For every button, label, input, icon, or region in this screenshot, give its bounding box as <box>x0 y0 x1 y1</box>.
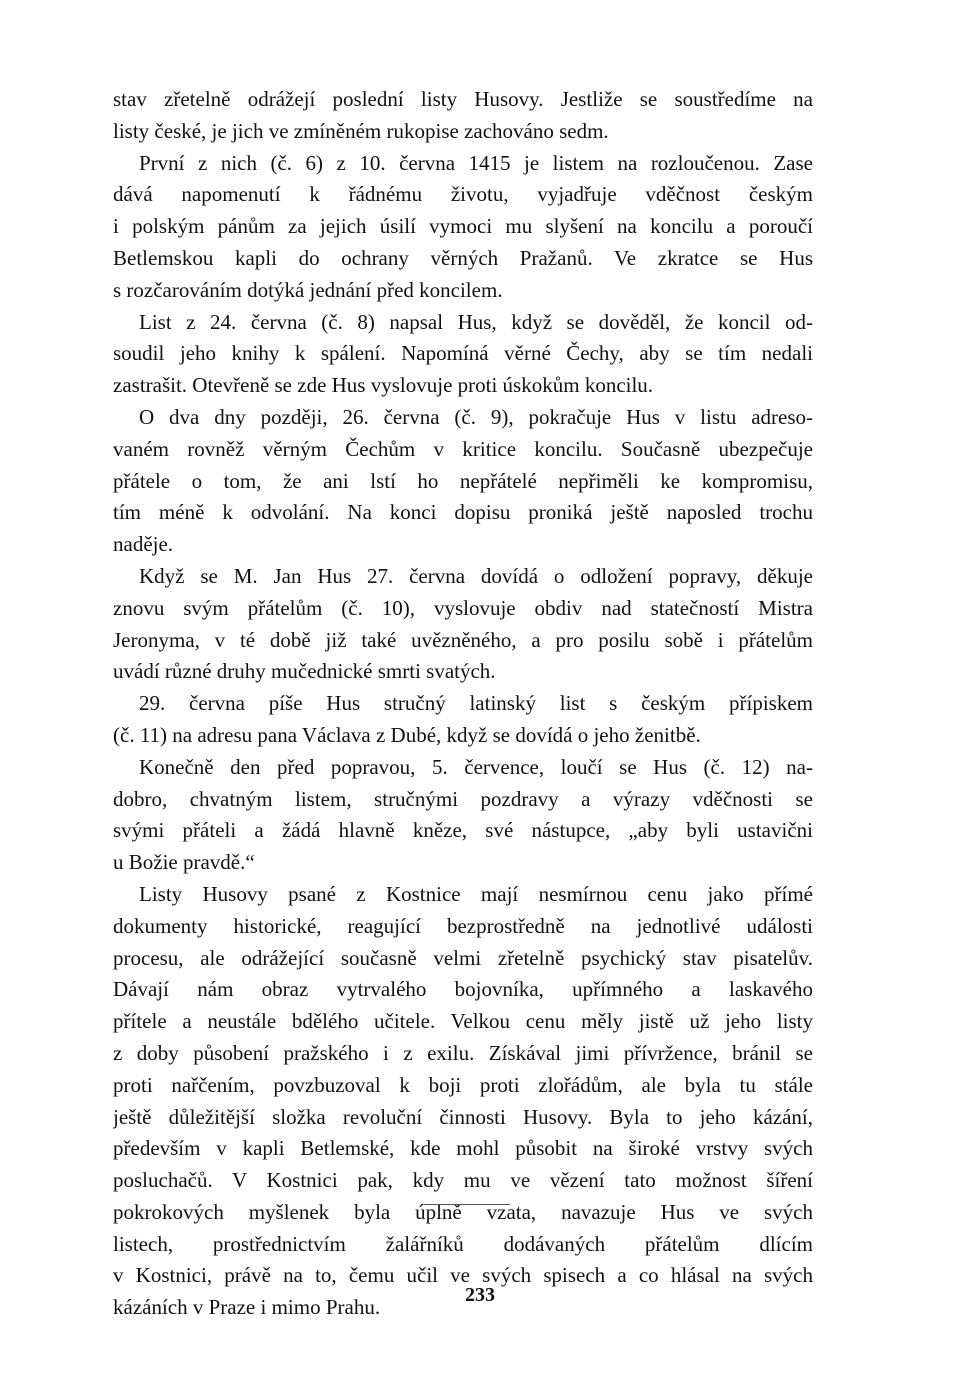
paragraph <box>113 148 813 307</box>
paragraph <box>113 561 813 688</box>
text-line: zastrašit. Otevřeně se zde Hus vyslovuje proti úskokům koncilu. <box>113 373 654 398</box>
text-line: List z 24. června (č. 8) napsal Hus, když se dověděl, že koncil od- <box>139 309 813 334</box>
text-line: znovu svým přátelům (č. 10), vyslovuje obdiv nad statečností Mistra <box>113 595 813 620</box>
text-line: v Kostnici, právě na to, čemu učil ve svých spisech a co hlásal na svých <box>113 1263 813 1288</box>
paragraph <box>113 879 813 1324</box>
text-line: 29. června píše Hus stručný latinský list s českým přípiskem <box>139 691 813 716</box>
text-line: (č. 11) na adresu pana Václava z Dubé, když se dovídá o jeho ženitbě. <box>113 722 701 747</box>
text-line: pokrokových myšlenek byla úplně vzata, navazuje Hus ve svých <box>113 1199 813 1224</box>
text-line: vaném rovněž věrným Čechům v kritice koncilu. Současně ubezpečuje <box>113 436 813 461</box>
section-divider <box>424 1204 510 1205</box>
text-line: ještě důležitější složka revoluční činnosti Husovy. Byla to jeho kázání, <box>113 1104 813 1129</box>
text-line: listech, prostřednictvím žalářníků dodávaných přátelům dlícím <box>113 1231 813 1256</box>
body-text <box>113 84 813 1324</box>
text-line: naděje. <box>113 532 174 557</box>
text-line: především v kapli Betlemské, kde mohl působit na široké vrstvy svých <box>113 1136 813 1161</box>
text-line: Dávají nám obraz vytrvalého bojovníka, upřímného a laskavého <box>113 977 813 1002</box>
text-line: u Božie pravdě.“ <box>113 850 255 875</box>
text-line: s rozčarováním dotýká jednání před koncilem. <box>113 277 503 302</box>
text-line: svými přáteli a žádá hlavně kněze, své nástupce, „aby byli ustavični <box>113 818 813 843</box>
paragraph <box>113 752 813 879</box>
text-line: posluchačů. V Kostnici pak, kdy mu ve vězení tato možnost šíření <box>113 1168 813 1193</box>
text-line: stav zřetelně odrážejí poslední listy Husovy. Jestliže se soustředíme na <box>113 87 813 111</box>
text-line: z doby působení pražského i z exilu. Získával jimi přívržence, bránil se <box>113 1040 813 1065</box>
text-line: Listy Husovy psané z Kostnice mají nesmírnou cenu jako přímé <box>139 881 813 906</box>
text-line: uvádí různé druhy mučednické smrti svatých. <box>113 659 496 684</box>
text-line: procesu, ale odrážející současně velmi zřetelně psychický stav pisatelův. <box>113 945 813 970</box>
text-line: tím méně k odvolání. Na konci dopisu proniká ještě naposled trochu <box>113 500 813 525</box>
text-line: dobro, chvatným listem, stručnými pozdravy a výrazy vděčnosti se <box>113 786 813 811</box>
text-line: přítele a neustále bdělého učitele. Velkou cenu měly jistě už jeho listy <box>113 1009 813 1034</box>
text-line: Konečně den před popravou, 5. července, loučí se Hus (č. 12) na- <box>139 754 813 779</box>
text-line: První z nich (č. 6) z 10. června 1415 je listem na rozloučenou. Zase <box>139 150 813 175</box>
paragraph <box>113 688 813 752</box>
text-line: kázáních v Praze i mimo Prahu. <box>113 1295 381 1320</box>
text-line: listy české, je jich ve zmíněném rukopise zachováno sedm. <box>113 118 609 143</box>
text-line: proti nařčením, povzbuzoval k boji proti zlořádům, ale byla tu stále <box>113 1072 813 1097</box>
text-line: O dva dny později, 26. června (č. 9), pokračuje Hus v listu adreso- <box>139 404 813 429</box>
text-line: dává napomenutí k řádnému životu, vyjadřuje vděčnost českým <box>113 182 813 207</box>
text-line: dokumenty historické, reagující bezprostředně na jednotlivé události <box>113 913 813 938</box>
page-number: 233 <box>465 1284 495 1306</box>
text-line: Betlemskou kapli do ochrany věrných Pražanů. Ve zkratce se Hus <box>113 245 813 270</box>
text-line: Když se M. Jan Hus 27. června dovídá o odložení popravy, děkuje <box>139 563 813 588</box>
text-line: Jeronyma, v té době již také uvězněného, a pro posilu sobě i přátelům <box>113 627 813 652</box>
text-line: i polským pánům za jejich úsilí vymoci mu slyšení na koncilu a poroučí <box>113 214 813 239</box>
paragraph <box>113 84 813 148</box>
paragraph <box>113 402 813 561</box>
text-line: přátele o tom, že ani lstí ho nepřátelé nepřiměli ke kompromisu, <box>113 468 813 493</box>
text-line: soudil jeho knihy k spálení. Napomíná věrné Čechy, aby se tím nedali <box>113 341 813 366</box>
paragraph <box>113 307 813 402</box>
